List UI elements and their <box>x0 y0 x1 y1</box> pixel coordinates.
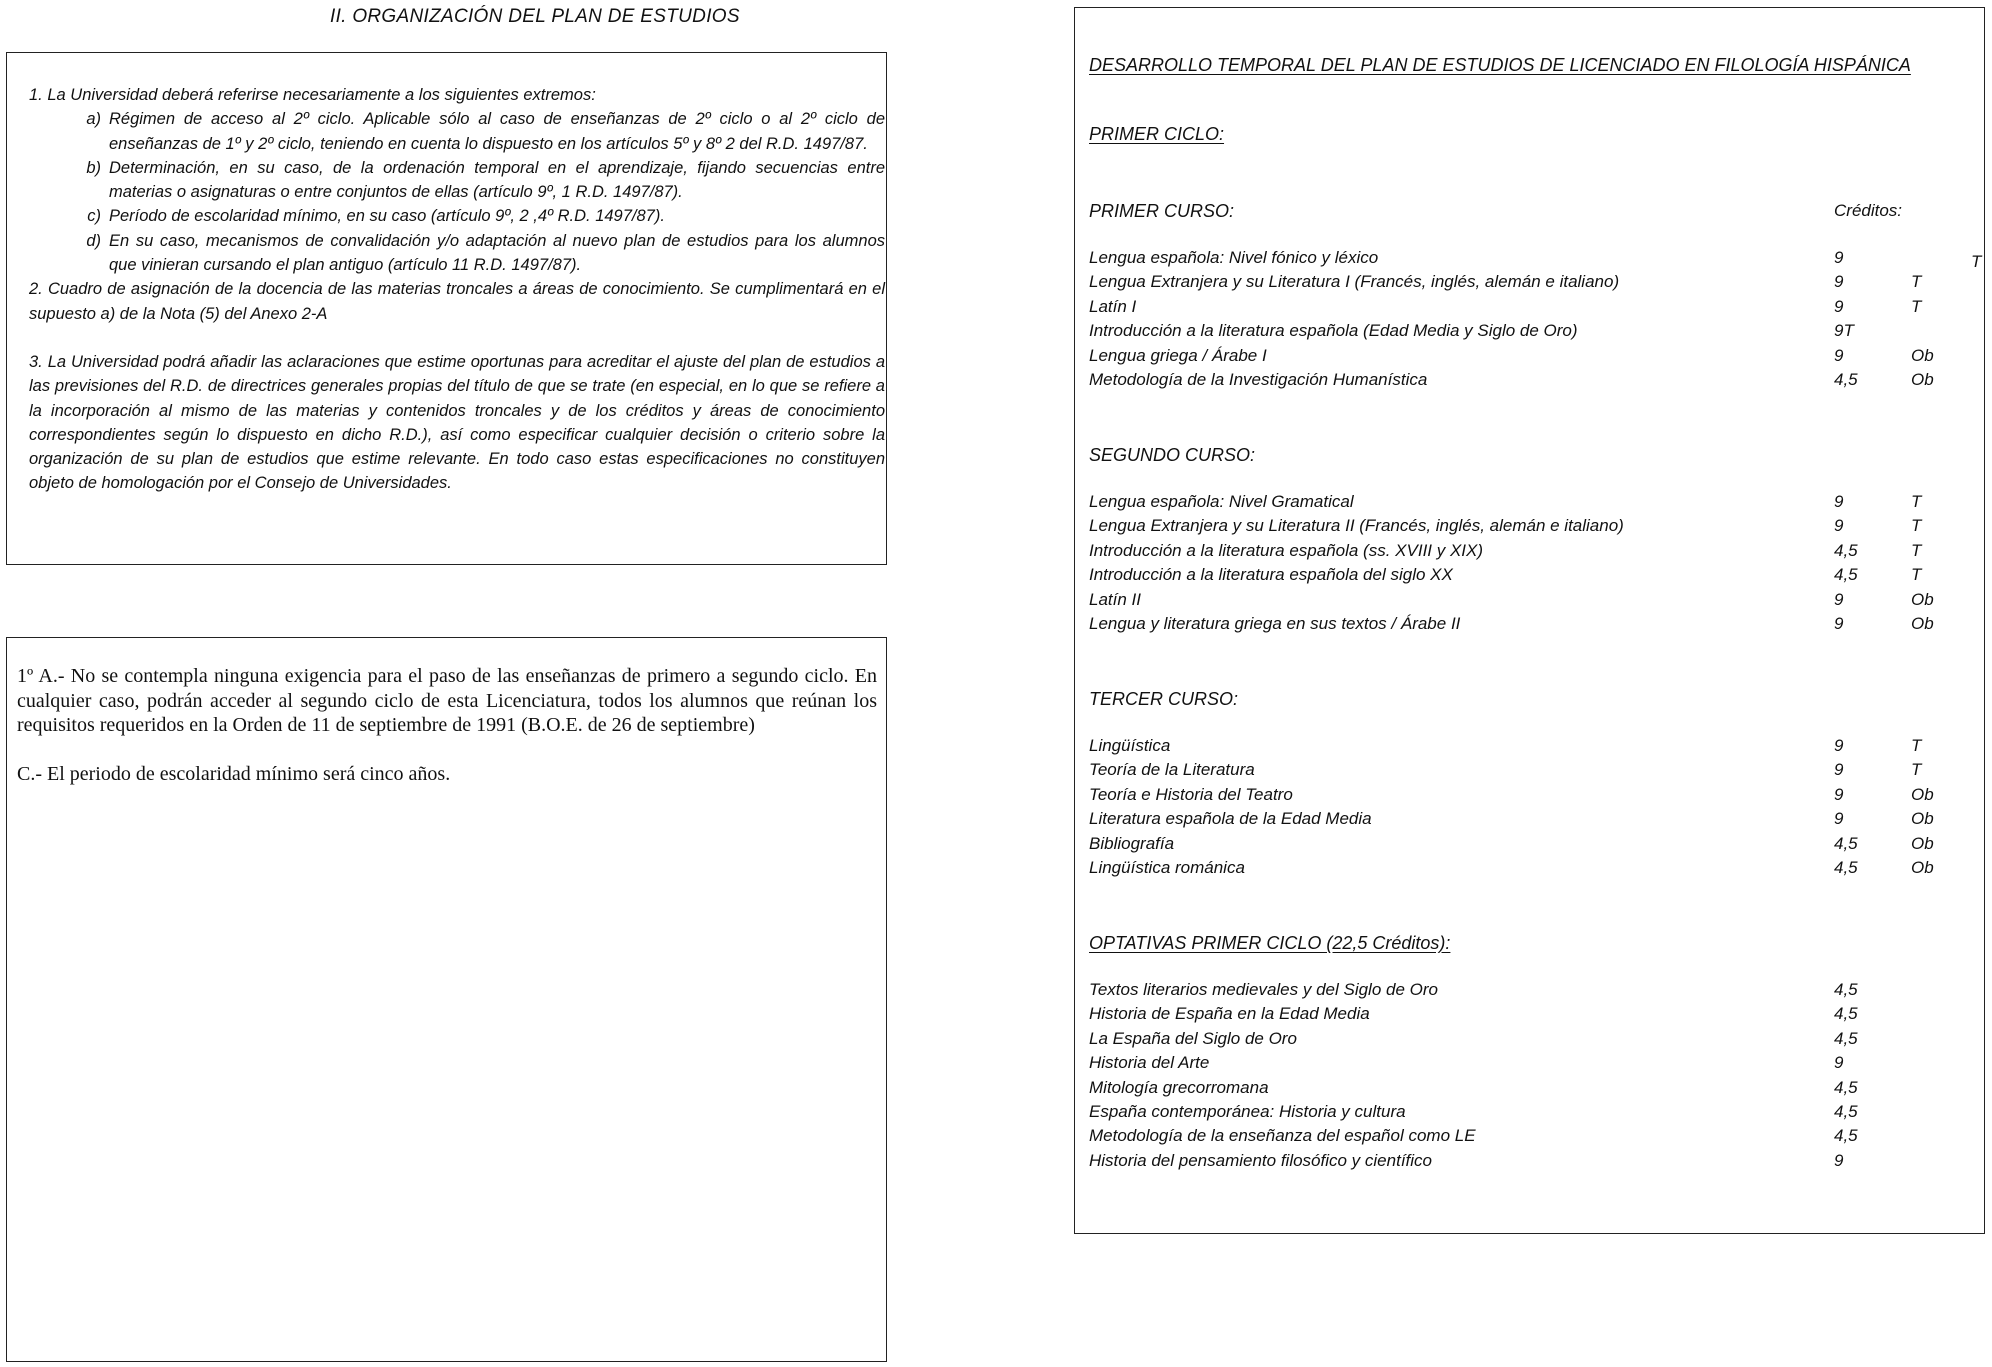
subject-row <box>1089 1051 1979 1075</box>
subject-type: Ob <box>1911 614 1934 633</box>
answer-a: 1º A.- No se contempla ninguna exigencia para el paso de las enseñanzas de primero a segundo ciclo. En cualquier caso, podrán acceder al segundo ciclo de esta Licenciatura, todos los alumnos que reúnan los requisitos requeridos en la Orden de 11 de septiembre de 1991 (B.O.E. de 26 de septiembre) <box>17 665 877 736</box>
subject-row <box>1089 978 1979 1002</box>
subject-row <box>1089 319 1979 343</box>
subject-name: Latín I <box>1089 296 1137 316</box>
subject-type: Ob <box>1911 858 1934 877</box>
subject-credits: 9 <box>1834 492 1844 511</box>
subject-row <box>1089 344 1979 368</box>
subject-name: Historia de España en la Edad Media <box>1089 1004 1370 1024</box>
subject-row <box>1089 832 1979 856</box>
subject-credits: 4,5 <box>1834 858 1858 877</box>
subject-row <box>1089 612 1979 636</box>
subject-type: T <box>1911 492 1922 511</box>
subject-name: Literatura española de la Edad Media <box>1089 809 1372 829</box>
subject-name: España contemporánea: Historia y cultura <box>1089 1102 1406 1121</box>
answers-box <box>6 637 887 1362</box>
subject-name: Metodología de la Investigación Humanística <box>1089 370 1428 389</box>
subject-credits: 4,5 <box>1834 1028 1858 1048</box>
subject-row <box>1089 734 1979 758</box>
subject-credits: 9 <box>1834 1150 1844 1170</box>
subject-row <box>1089 270 1979 294</box>
subject-credits: 4,5 <box>1834 540 1858 560</box>
subject-type: T <box>1911 540 1922 560</box>
subject-name: Lengua Extranjera y su Literatura II (Francés, inglés, alemán e italiano) <box>1089 516 1624 536</box>
subject-name: Lengua griega / Árabe I <box>1089 345 1267 365</box>
subject-row <box>1089 1124 1979 1148</box>
subject-credits: 4,5 <box>1834 833 1858 853</box>
subject-row <box>1089 758 1979 782</box>
subject-name: Teoría de la Literatura <box>1089 760 1255 780</box>
optativas-heading: OPTATIVAS PRIMER CICLO (22,5 Créditos): <box>1089 933 1451 953</box>
subject-credits: 9 <box>1834 1053 1844 1073</box>
subject-name: Metodología de la enseñanza del español como LE <box>1089 1126 1476 1146</box>
subject-type: T <box>1911 296 1922 316</box>
subject-row <box>1089 783 1979 807</box>
answers-text <box>17 664 877 786</box>
subject-row <box>1089 539 1979 563</box>
subject-name: Lingüística <box>1089 736 1171 755</box>
subject-type: Ob <box>1911 370 1934 389</box>
subject-credits: 9 <box>1834 345 1844 365</box>
subject-credits: 4,5 <box>1834 565 1858 585</box>
plan-box <box>1074 7 1985 1234</box>
instruction-item-1: 1. La Universidad deberá referirse necesariamente a los siguientes extremos: <box>29 86 596 104</box>
subject-name: Introducción a la literatura española del siglo XX <box>1089 565 1453 585</box>
subject-row <box>1089 856 1979 880</box>
instruction-subitem-d: d) En su caso, mecanismos de convalidación y/o adaptación al nuevo plan de estudios para los alumnos que vinieran cursando el plan antiguo (artículo 11 R.D. 1497/87). <box>86 231 885 275</box>
cycle-heading: PRIMER CICLO: <box>1089 124 1225 144</box>
subject-row <box>1089 1149 1979 1173</box>
subject-type: Ob <box>1911 809 1934 829</box>
subject-name: Lengua española: Nivel Gramatical <box>1089 492 1354 511</box>
page-title: II. ORGANIZACIÓN DEL PLAN DE ESTUDIOS <box>330 6 740 27</box>
subject-type: T <box>1911 736 1922 755</box>
subject-credits: 9 <box>1834 736 1844 755</box>
subject-name: Historia del Arte <box>1089 1053 1210 1073</box>
stray-mark: T <box>1971 252 1982 271</box>
instruction-item-2: 2. Cuadro de asignación de la docencia de las materias troncales a áreas de conocimiento. Se cumplimentará en el supuesto a) de la Nota (5) del Anexo 2-A <box>29 280 885 323</box>
subject-name: Textos literarios medievales y del Siglo de Oro <box>1089 980 1438 999</box>
subject-type: T <box>1911 565 1922 585</box>
subject-row <box>1089 1100 1979 1124</box>
subject-name: Lengua Extranjera y su Literatura I (Francés, inglés, alemán e italiano) <box>1089 272 1620 292</box>
subject-name: Lengua y literatura griega en sus textos / Árabe II <box>1089 614 1461 633</box>
subject-name: Latín II <box>1089 589 1141 609</box>
instruction-subitem-a: a) Régimen de acceso al 2º ciclo. Aplicable sólo al caso de enseñanzas de 2º ciclo o al 2º ciclo de enseñanzas de 1º y 2º ciclo, teniendo en cuenta lo dispuesto en los artículos 5º y 8º 2 del R.D. 1497/87. <box>86 110 885 153</box>
subject-credits: 9 <box>1834 784 1844 804</box>
subject-row <box>1089 1027 1979 1051</box>
plan-title: DESARROLLO TEMPORAL DEL PLAN DE ESTUDIOS DE LICENCIADO EN FILOLOGÍA HISPÁNICA <box>1089 55 1911 75</box>
course-heading: SEGUNDO CURSO: <box>1089 445 1256 465</box>
instruction-subitem-c: c) Período de escolaridad mínimo, en su caso (artículo 9º, 2 ,4º R.D. 1497/87). <box>87 207 665 226</box>
subject-type: Ob <box>1911 784 1934 804</box>
instruction-subitem-b: b) Determinación, en su caso, de la ordenación temporal en el aprendizaje, fijando secuencias entre materias o asignaturas o entre conjuntos de ellas (artículo 9º, 1 R.D. 1497/87). <box>86 158 885 202</box>
subject-credits: 9 <box>1834 296 1844 316</box>
subject-row <box>1089 514 1979 538</box>
subject-row <box>1089 368 1979 392</box>
subject-row <box>1089 563 1979 587</box>
subject-credits: 9 <box>1834 516 1844 536</box>
subject-credits: 4,5 <box>1834 1077 1858 1097</box>
subject-credits: 4,5 <box>1834 1102 1858 1121</box>
subject-name: Historia del pensamiento filosófico y científico <box>1089 1150 1432 1170</box>
course-heading: PRIMER CURSO: <box>1089 201 1235 221</box>
subject-type: T <box>1911 760 1922 780</box>
subject-credits: 4,5 <box>1834 980 1858 999</box>
subject-name: La España del Siglo de Oro <box>1089 1028 1297 1048</box>
subject-credits: 9 <box>1834 272 1844 292</box>
subject-credits: 4,5 <box>1834 370 1858 389</box>
subject-row <box>1089 295 1979 319</box>
subject-name: Lingüística románica <box>1089 858 1245 877</box>
subject-type: Ob <box>1911 589 1934 609</box>
subject-credits: 9 <box>1834 614 1844 633</box>
subject-row <box>1089 807 1979 831</box>
subject-row <box>1089 1002 1979 1026</box>
subject-row <box>1089 246 1982 271</box>
answer-c: C.- El periodo de escolaridad mínimo será cinco años. <box>17 762 451 785</box>
instructions-box <box>6 52 887 565</box>
subject-credits: 9T <box>1834 321 1854 341</box>
subject-type: T <box>1911 516 1922 536</box>
subject-credits: 9 <box>1834 760 1844 780</box>
subject-credits: 9 <box>1834 809 1844 829</box>
subject-credits: 9 <box>1834 248 1844 267</box>
subject-credits: 4,5 <box>1834 1126 1858 1146</box>
subject-name: Teoría e Historia del Teatro <box>1089 784 1293 804</box>
subject-type: T <box>1911 272 1922 292</box>
course-heading: TERCER CURSO: <box>1089 689 1239 709</box>
subject-name: Mitología grecorromana <box>1089 1077 1269 1097</box>
subject-credits: 9 <box>1834 589 1844 609</box>
subject-name: Introducción a la literatura española (ss. XVIII y XIX) <box>1089 540 1484 560</box>
creditos-header: Créditos: <box>1834 201 1903 220</box>
subject-row <box>1089 588 1979 612</box>
subject-credits: 4,5 <box>1834 1004 1858 1024</box>
subject-type: Ob <box>1911 833 1934 853</box>
subject-name: Lengua española: Nivel fónico y léxico <box>1089 248 1379 267</box>
subject-row <box>1089 1076 1979 1100</box>
subject-name: Bibliografía <box>1089 833 1175 853</box>
subject-name: Introducción a la literatura española (Edad Media y Siglo de Oro) <box>1089 321 1578 341</box>
instruction-item-3: 3. La Universidad podrá añadir las aclaraciones que estime oportunas para acreditar el ajuste del plan de estudios a las previsiones del R.D. de directrices generales propias del título de que se trate (en especial, en lo que se refiere a la incorporación al mismo de las materias y contenidos troncales y de los créditos y áreas de conocimiento correspondientes según lo dispuesto en dicho R.D.), así como especificar cualquier decisión o criterio sobre la organización de su plan de estudios que estime relevante. En todo caso estas especificaciones no constituyen objeto de homologación por el Consejo de Universidades. <box>29 352 885 493</box>
instructions-text <box>29 83 885 496</box>
subject-type: Ob <box>1911 345 1934 365</box>
subject-row <box>1089 490 1979 514</box>
